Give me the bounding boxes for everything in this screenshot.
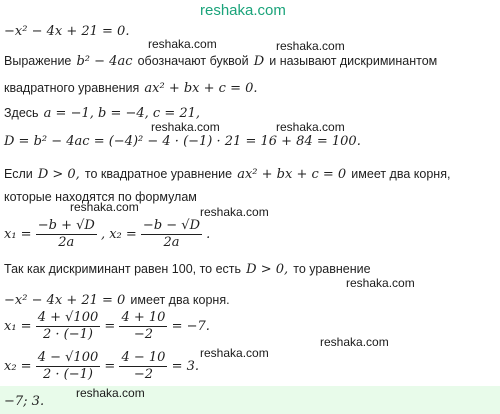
watermark: reshaka.com — [276, 120, 345, 134]
text: Выражение — [4, 54, 72, 68]
denominator: 2a — [163, 235, 180, 250]
x2-calc — [4, 350, 199, 383]
text: Если — [4, 167, 33, 181]
fraction — [36, 310, 101, 343]
period: . — [206, 227, 211, 242]
fraction — [119, 350, 167, 383]
denominator: −2 — [133, 367, 154, 382]
text: имеет два корня, — [351, 167, 451, 181]
equals: = — [104, 359, 116, 374]
result: = −7. — [171, 319, 210, 334]
answer: −7; 3. — [4, 394, 45, 409]
coefficients-line — [4, 102, 200, 121]
result: = 3. — [171, 359, 199, 374]
numerator: 4 + √100 — [37, 310, 99, 325]
expr: D > 0, — [37, 167, 80, 182]
watermark: reshaka.com — [200, 205, 269, 219]
definition-line — [4, 50, 437, 69]
fraction — [36, 218, 97, 251]
formulas-intro: которые находятся по формулам — [4, 190, 197, 204]
denominator: 2a — [58, 235, 75, 250]
denominator: 2 · (−1) — [42, 327, 93, 342]
denominator: −2 — [133, 327, 154, 342]
roots-formula — [4, 218, 210, 251]
text: Так как дискриминант равен 100, то есть — [4, 262, 242, 276]
watermark: reshaka.com — [148, 37, 217, 51]
text: и называют дискриминантом — [269, 54, 438, 68]
watermark: reshaka.com — [346, 276, 415, 290]
watermark: reshaka.com — [200, 346, 269, 360]
fraction — [36, 350, 101, 383]
numerator: 4 + 10 — [121, 310, 166, 325]
since-line — [4, 258, 371, 277]
equals: = — [104, 319, 116, 334]
expr: −x² − 4x + 21 = 0 — [4, 293, 126, 308]
numerator: −b − √D — [142, 218, 200, 233]
numerator: −b + √D — [37, 218, 95, 233]
x1-calc — [4, 310, 210, 343]
denominator: 2 · (−1) — [42, 367, 93, 382]
equation-line: −x² − 4x + 21 = 0. — [4, 24, 130, 39]
text: обозначают буквой — [137, 54, 249, 68]
quadratic-line — [4, 77, 258, 96]
watermark: reshaka.com — [76, 386, 145, 400]
expr: ax² + bx + c = 0 — [237, 167, 347, 182]
expr: b² − 4ac — [76, 54, 133, 69]
text: Здесь — [4, 106, 39, 120]
x1-label: x₁ = — [4, 319, 32, 334]
text: квадратного уравнения — [4, 81, 140, 95]
two-roots-line — [4, 289, 230, 308]
watermark: reshaka.com — [70, 200, 139, 214]
condition-line — [4, 163, 450, 182]
numerator: 4 − √100 — [37, 350, 99, 365]
fraction — [141, 218, 202, 251]
numerator: 4 − 10 — [121, 350, 166, 365]
x2-label: x₂ = — [4, 359, 32, 374]
x2-label: , x₂ = — [100, 227, 137, 242]
expr: D — [253, 54, 265, 69]
expr: a = −1, b = −4, c = 21, — [43, 106, 201, 121]
answer-bar — [0, 386, 500, 414]
watermark: reshaka.com — [151, 120, 220, 134]
watermark: reshaka.com — [276, 39, 345, 53]
text: то квадратное уравнение — [84, 167, 233, 181]
expr: ax² + bx + c = 0. — [144, 81, 258, 96]
watermark-top: reshaka.com — [200, 2, 286, 19]
text: то уравнение — [293, 262, 371, 276]
fraction — [119, 310, 167, 343]
x1-label: x₁ = — [4, 227, 32, 242]
text: имеет два корня. — [130, 293, 230, 307]
watermark: reshaka.com — [320, 335, 389, 349]
expr: D > 0, — [246, 262, 289, 277]
discriminant-line: D = b² − 4ac = (−4)² − 4 · (−1) · 21 = 16 + 84 = 100. — [4, 134, 361, 149]
